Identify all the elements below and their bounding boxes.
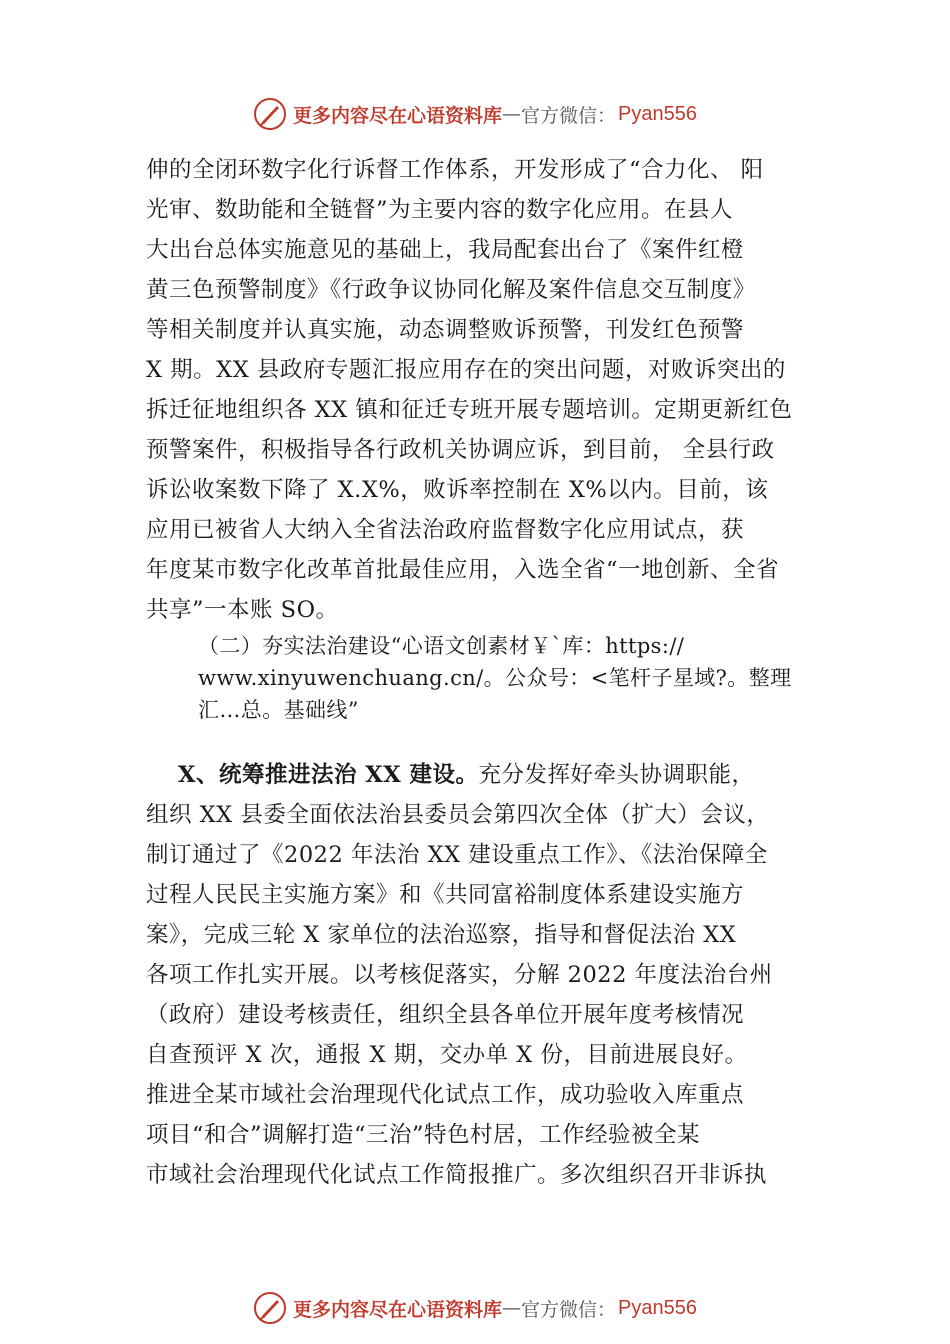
text-line: 组织 XX 县委全面依法治县委员会第四次全体（扩大）会议， [146, 802, 770, 828]
text-line: 过程人民民主实施方案》和《共同富裕制度体系建设实施方 [146, 882, 745, 908]
watermark-official-label: 官方微信： [521, 104, 617, 127]
subheading-line: www.xinyuwenchuang.cn/。公众号：<笔杆子星域?。整理 [198, 666, 792, 690]
text-line: 推进全某市域社会治理现代化试点工作，成功验收入库重点 [146, 1082, 745, 1108]
subheading-line: （二）夯实法治建设“心语文创素材￥`库：https:// [198, 634, 685, 658]
watermark-separator: — [502, 1297, 522, 1319]
text-line: 拆迁征地组织各 XX 镇和征迁专班开展专题培训。定期更新红色 [146, 397, 793, 423]
watermark-header [0, 94, 950, 134]
text-line: 制订通过了《2022 年法治 XX 建设重点工作》、《法治保障全 [146, 842, 768, 868]
text-line: 诉讼收案数下降了 X.X%，败诉率控制在 X%以内。目前，该 [146, 477, 769, 503]
paragraph-2 [146, 755, 826, 1195]
watermark-brand: 更多内容尽在心语资料库 [293, 104, 503, 127]
section-subheading [146, 630, 826, 755]
document-body [146, 150, 826, 1195]
text-line [146, 755, 826, 795]
text-line: 年度某市数字化改革首批最佳应用，入选全省“一地创新、全省 [146, 557, 780, 583]
text-line: 等相关制度并认真实施，动态调整败诉预警，刊发红色预警 [146, 317, 745, 343]
watermark-wechat-id: Pyan556 [618, 102, 697, 125]
text-line: 光审、数助能和全链督”为主要内容的数字化应用。在县人 [146, 197, 734, 223]
paragraph-lead-heading: X、统筹推进法治 XX 建设。 [178, 762, 479, 788]
text-line: 共享”一本账 SO。 [146, 597, 339, 623]
quill-logo-icon [253, 97, 287, 131]
text-line: 自查预评 X 次，通报 X 期，交办单 X 份，目前进展良好。 [146, 1042, 748, 1068]
paragraph-1 [146, 150, 826, 630]
text-line: X 期。XX 县政府专题汇报应用存在的突出问题，对败诉突出的 [146, 357, 786, 383]
watermark-official-label: 官方微信： [521, 1298, 617, 1321]
text-line: 预警案件，积极指导各行政机关协调应诉，到目前， 全县行政 [146, 437, 775, 463]
text-line: 应用已被省人大纳入全省法治政府监督数字化应用试点，获 [146, 517, 745, 543]
subheading-line: 汇…总。基础线” [198, 698, 359, 722]
text-line: 黄三色预警制度》《行政争议协同化解及案件信息交互制度》 [146, 277, 756, 303]
watermark-wechat-id: Pyan556 [618, 1296, 697, 1319]
text-line: 项目“和合”调解打造“三治”特色村居，工作经验被全某 [146, 1122, 701, 1148]
text-line: （政府）建设考核责任，组织全县各单位开展年度考核情况 [146, 1002, 745, 1028]
text-line: 市域社会治理现代化试点工作简报推广。多次组织召开非诉执 [146, 1162, 768, 1188]
text-line: 各项工作扎实开展。以考核促落实，分解 2022 年度法治台州 [146, 962, 773, 988]
text-line: 大出台总体实施意见的基础上，我局配套出台了《案件红橙 [146, 237, 745, 263]
watermark-separator: — [502, 103, 522, 125]
paragraph-lead-rest: 充分发挥好牵头协调职能， [478, 762, 755, 788]
watermark-footer [0, 1288, 950, 1328]
watermark-brand: 更多内容尽在心语资料库 [293, 1298, 503, 1321]
quill-logo-icon [253, 1291, 287, 1325]
text-line: 伸的全闭环数字化行诉督工作体系，开发形成了“合力化、 阳 [146, 157, 764, 183]
text-line: 案》，完成三轮 X 家单位的法治巡察，指导和督促法治 XX [146, 922, 737, 948]
